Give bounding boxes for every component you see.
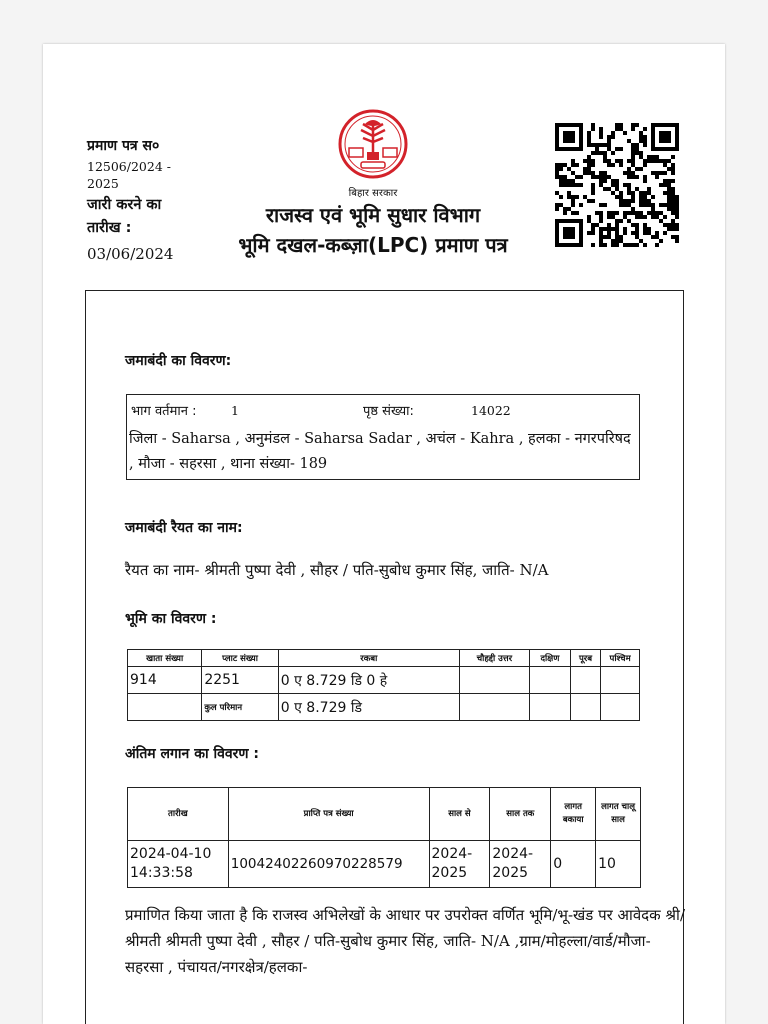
certificate-number-label: प्रमाण पत्र स० xyxy=(87,138,160,154)
table-cell: 0 ए 8.729 डि 0 हे xyxy=(278,667,459,694)
table-cell: 0 xyxy=(551,841,596,888)
table-cell: 2251 xyxy=(202,667,278,694)
part-value: 1 xyxy=(231,403,239,418)
column-header: खाता संख्या xyxy=(128,650,202,667)
table-row xyxy=(128,694,640,721)
table-row xyxy=(128,667,640,694)
rent-table xyxy=(127,787,641,888)
table-cell xyxy=(601,694,640,721)
qr-code-icon xyxy=(555,122,679,248)
table-cell: 0 ए 8.729 डि xyxy=(278,694,459,721)
column-header: साल से xyxy=(429,788,490,841)
land-table xyxy=(127,649,640,721)
table-row xyxy=(128,841,641,888)
land-heading: भूमि का विवरण : xyxy=(125,611,217,627)
table-header-row xyxy=(128,650,640,667)
column-header: रकबा xyxy=(278,650,459,667)
table-cell xyxy=(570,694,600,721)
table-cell: 1004240226097022857​9 xyxy=(228,841,429,888)
column-header: चौहद्दी उत्तर xyxy=(459,650,529,667)
certificate-number: 12506/2024 - 2025 xyxy=(87,159,171,191)
column-header: प्लाट संख्या xyxy=(202,650,278,667)
table-cell xyxy=(128,694,202,721)
table-header-row xyxy=(128,788,641,841)
column-header: पश्चिम xyxy=(601,650,640,667)
table-cell: 10 xyxy=(596,841,641,888)
certification-text: प्रमाणित किया जाता है कि राजस्व अभिलेखों के आधार पर उपरोक्त वर्णित भूमि/भू-खंड पर आवेदक श्री/श्रीमती श्रीमती पुष्पा देवी , सौहर / पति-सुबोध कुमार सिंह, जाति- N/A ,ग्राम/मोहल्ला/वार्ड/मौजा- सहरसा , पंचायत/नगरक्षेत्र/हलका- xyxy=(125,906,685,976)
column-header: प्राप्ति पत्र संख्या xyxy=(228,788,429,841)
table-cell: 2024-04-10 14:33:58 xyxy=(128,841,229,888)
table-cell: कुल परिमान xyxy=(202,694,278,721)
jamabandi-info-box xyxy=(126,394,640,480)
lpc-title: भूमि दखल-कब्ज़ा(LPC) प्रमाण पत्र xyxy=(238,233,508,257)
page-value: 14022 xyxy=(471,403,511,418)
column-header: साल तक xyxy=(490,788,551,841)
issue-date: 03/06/2024 xyxy=(87,245,174,263)
table-cell xyxy=(530,694,571,721)
table-cell: 914 xyxy=(128,667,202,694)
page-label: पृष्ठ संख्या: xyxy=(363,404,414,419)
issue-date-label: जारी करने का तारीख : xyxy=(87,197,162,236)
table-cell xyxy=(530,667,571,694)
ryot-heading: जमाबंदी रैयत का नाम: xyxy=(125,520,243,536)
column-header: तारीख xyxy=(128,788,229,841)
column-header: लागत बकाया xyxy=(551,788,596,841)
column-header: लागत चालू साल xyxy=(596,788,641,841)
column-header: दक्षिण xyxy=(530,650,571,667)
department-title: राजस्व एवं भूमि सुधार विभाग xyxy=(265,203,481,227)
rent-heading: अंतिम लगान का विवरण : xyxy=(125,746,259,762)
certificate-page xyxy=(43,44,725,1024)
part-label: भाग वर्तमान : xyxy=(131,404,197,419)
jamabandi-heading: जमाबंदी का विवरण: xyxy=(125,353,232,369)
column-header: पूरब xyxy=(570,650,600,667)
table-cell xyxy=(601,667,640,694)
table-cell xyxy=(570,667,600,694)
table-cell: 2024-2025 xyxy=(490,841,551,888)
table-cell: 2024-2025 xyxy=(429,841,490,888)
table-cell xyxy=(459,667,529,694)
table-cell xyxy=(459,694,529,721)
government-name: बिहार सरकार xyxy=(348,188,398,199)
ryot-name: रैयत का नाम- श्रीमती पुष्पा देवी , सौहर / पति-सुबोध कुमार सिंह, जाति- N/A xyxy=(125,561,549,579)
address-text: जिला - Saharsa , अनुमंडल - Saharsa Sadar , अचंल - Kahra , हलका - नगरपरिषद , मौजा - सहरसा , थाना संख्या- 189 xyxy=(129,431,631,472)
